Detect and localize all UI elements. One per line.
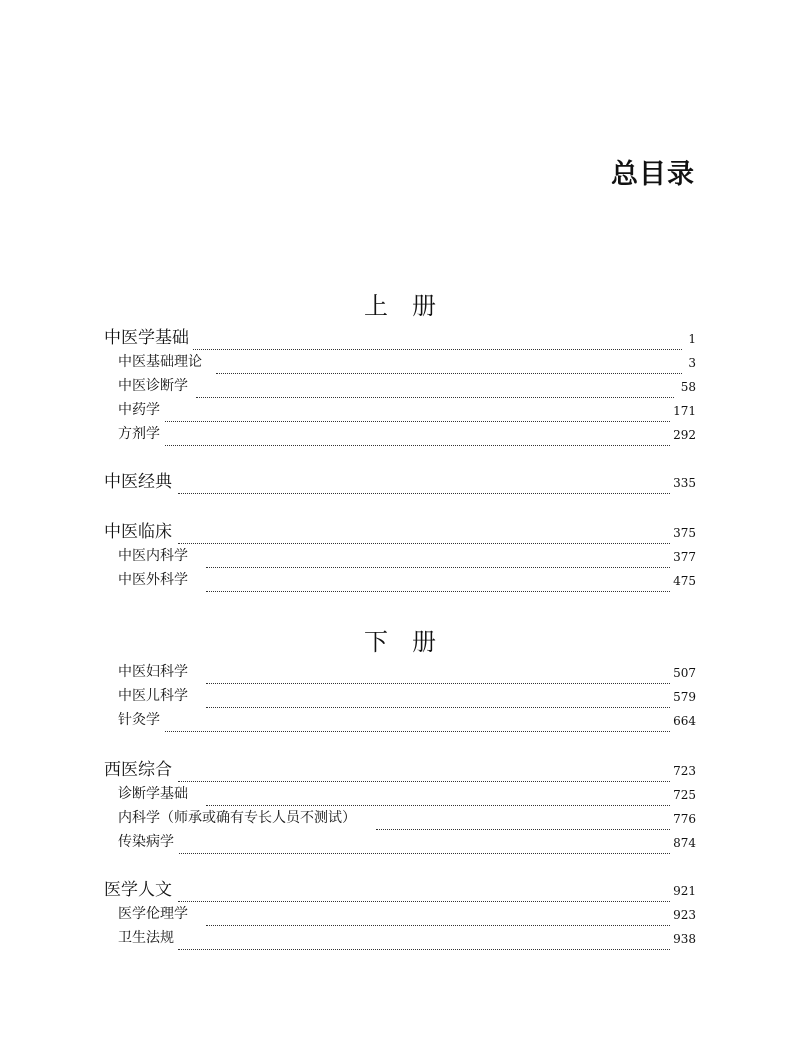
toc-item-row[interactable]: [0, 660, 800, 684]
toc-page-number: 507: [671, 660, 696, 686]
volume-heading-lower-char: 下: [364, 628, 388, 656]
toc-page-number: 664: [671, 708, 696, 734]
leader-dots: [178, 470, 672, 494]
toc-item-row[interactable]: [0, 350, 800, 374]
toc-item-row[interactable]: [0, 782, 800, 806]
toc-item-row[interactable]: [0, 422, 800, 446]
toc-item-label: 医学伦理学: [118, 902, 192, 926]
leader-dots: [196, 374, 674, 398]
toc-section-label: 中医学基础: [104, 326, 193, 350]
toc-page-number: 335: [671, 470, 696, 496]
toc-item-row[interactable]: [0, 374, 800, 398]
toc-page-number: 1: [686, 326, 696, 352]
toc-page-number: 475: [671, 568, 696, 594]
toc-item-row[interactable]: [0, 926, 800, 950]
leader-dots: [180, 326, 682, 350]
toc-section-row[interactable]: [0, 878, 800, 902]
toc-item-row[interactable]: [0, 398, 800, 422]
toc-item-row[interactable]: [0, 806, 800, 830]
leader-dots: [206, 902, 672, 926]
toc-page-number: 579: [671, 684, 696, 710]
toc-section-label: 中医临床: [104, 520, 176, 544]
toc-page-number: 171: [671, 398, 696, 424]
toc-page-number: 3: [686, 350, 696, 376]
volume-heading-upper: [0, 286, 800, 321]
toc-section-row[interactable]: [0, 326, 800, 350]
toc-item-label: 针灸学: [118, 708, 164, 732]
toc-item-row[interactable]: [0, 544, 800, 568]
page-title: 总目录: [611, 159, 695, 190]
leader-dots: [178, 878, 672, 902]
toc-page-number: 921: [671, 878, 696, 904]
toc-item-label: 中医诊断学: [118, 374, 192, 398]
toc-item-label: 中医基础理论: [118, 350, 206, 374]
toc-item-label: 中医儿科学: [118, 684, 192, 708]
toc-section-label: 医学人文: [104, 878, 176, 902]
toc-page-number: 292: [671, 422, 696, 448]
volume-heading-lower-ce: 册: [412, 628, 436, 656]
toc-section-label: 中医经典: [104, 470, 176, 494]
leader-dots: [206, 568, 672, 592]
leader-dots: [206, 684, 672, 708]
leader-dots: [162, 398, 672, 422]
leader-dots: [178, 926, 672, 950]
leader-dots: [216, 350, 682, 374]
toc-page-number: 725: [671, 782, 696, 808]
toc-page-number: 874: [671, 830, 696, 856]
toc-item-label: 中药学: [118, 398, 164, 422]
leader-dots: [206, 544, 672, 568]
toc-page-number: 938: [671, 926, 696, 952]
volume-heading-upper-char: 上: [364, 292, 388, 320]
toc-item-row[interactable]: [0, 708, 800, 732]
toc-item-label: 卫生法规: [118, 926, 178, 950]
toc-item-label: 内科学（师承或确有专长人员不测试）: [118, 806, 360, 830]
toc-page-number: 923: [671, 902, 696, 928]
toc-item-row[interactable]: [0, 684, 800, 708]
toc-item-label: 中医内科学: [118, 544, 192, 568]
toc-page-number: 58: [679, 374, 696, 400]
toc-item-label: 中医妇科学: [118, 660, 192, 684]
toc-section-row[interactable]: [0, 520, 800, 544]
toc-item-label: 诊断学基础: [118, 782, 192, 806]
leader-dots: [206, 782, 672, 806]
toc-item-row[interactable]: [0, 902, 800, 926]
leader-dots: [206, 660, 672, 684]
leader-dots: [178, 758, 672, 782]
toc-item-row[interactable]: [0, 830, 800, 854]
leader-dots: [178, 520, 672, 544]
toc-page-number: 377: [671, 544, 696, 570]
toc-item-label: 传染病学: [118, 830, 178, 854]
toc-page-number: 723: [671, 758, 696, 784]
toc-page-number: 375: [671, 520, 696, 546]
toc-section-row[interactable]: [0, 758, 800, 782]
toc-item-label: 中医外科学: [118, 568, 192, 592]
leader-dots: [176, 830, 672, 854]
leader-dots: [162, 708, 672, 732]
volume-heading-lower: [0, 622, 800, 657]
toc-item-label: 方剂学: [118, 422, 164, 446]
volume-heading-upper-ce: 册: [412, 292, 436, 320]
leader-dots: [376, 806, 672, 830]
leader-dots: [162, 422, 672, 446]
toc-section-label: 西医综合: [104, 758, 176, 782]
toc-page-number: 776: [671, 806, 696, 832]
toc-item-row[interactable]: [0, 568, 800, 592]
toc-section-row[interactable]: [0, 470, 800, 494]
